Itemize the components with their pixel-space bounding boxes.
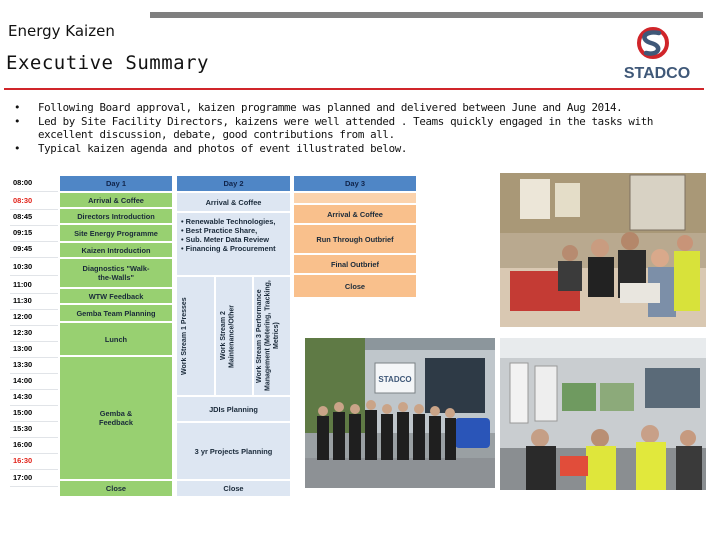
time-slot: 14:00 xyxy=(13,376,33,385)
day3-close: Close xyxy=(294,275,416,297)
time-slot: 13:00 xyxy=(13,344,33,353)
time-divider xyxy=(10,275,58,276)
day1-gemba-team: Gemba Team Planning xyxy=(60,305,172,321)
day3-spacer xyxy=(294,193,416,203)
day1-site-energy: Site Energy Programme xyxy=(60,225,172,241)
time-divider xyxy=(10,325,58,326)
stadco-logo xyxy=(613,24,701,84)
bullet-item: • Typical kaizen agenda and photos of event illustrated below. xyxy=(14,143,694,156)
day1-directors: Directors Introduction xyxy=(60,209,172,223)
time-slot: 08:00 xyxy=(13,178,33,187)
time-divider xyxy=(10,293,58,294)
time-slot: 09:15 xyxy=(13,228,33,237)
day3-arrival: Arrival & Coffee xyxy=(294,205,416,223)
day2-ws1-block xyxy=(177,277,214,395)
photo-presentation-room xyxy=(500,338,706,490)
time-slot: 15:00 xyxy=(13,408,33,417)
day1-lunch: Lunch xyxy=(60,323,172,355)
day2-ws3: Work Stream 3 Performance Management (Metering, Tracking, Metrics) xyxy=(256,280,280,392)
logo-text: STADCO xyxy=(623,65,691,82)
day2-ws1: Work Stream 1 Presses xyxy=(181,297,188,375)
time-divider xyxy=(10,357,58,358)
time-slot: 15:30 xyxy=(13,424,33,433)
day1-gemba: Gemba & Feedback xyxy=(60,357,172,479)
time-slot: 10:30 xyxy=(13,262,33,271)
time-divider xyxy=(10,453,58,454)
top-divider-bar xyxy=(150,12,703,18)
time-divider xyxy=(10,225,58,226)
day2-topic: • Renewable Technologies, xyxy=(181,217,276,226)
day1-diagnostics: Diagnostics "Walk-the-Walls" xyxy=(60,259,172,287)
time-slot: 08:45 xyxy=(13,212,33,221)
time-slot: 14:30 xyxy=(13,392,33,401)
day2-ws2: Work Stream 2 Maintenance/Other xyxy=(220,304,236,368)
time-divider xyxy=(10,486,58,487)
time-slot: 16:30 xyxy=(13,456,33,465)
day3-outbrief: Run Through Outbrief xyxy=(294,225,416,253)
time-divider xyxy=(10,405,58,406)
time-divider xyxy=(10,241,58,242)
time-divider xyxy=(10,341,58,342)
bullet-item: • Led by Site Facility Directors, kaizens were well attended . Teams quickly engaged in the tasks with excellent discussion, debate, good contributions from all. xyxy=(14,116,694,141)
time-divider xyxy=(10,257,58,258)
day1-close: Close xyxy=(60,481,172,496)
time-slot: 08:30 xyxy=(13,196,33,205)
time-divider xyxy=(10,191,58,192)
day-2-header: Day 2 xyxy=(177,176,290,191)
day1-wtw-feedback: WTW Feedback xyxy=(60,289,172,303)
time-divider xyxy=(10,373,58,374)
day3-final: Final Outbrief xyxy=(294,255,416,273)
time-divider xyxy=(10,309,58,310)
building-sign-text: STADCO xyxy=(378,375,412,384)
bullet-list xyxy=(14,102,694,157)
time-divider xyxy=(10,421,58,422)
day2-ws3-block xyxy=(254,277,290,395)
time-divider xyxy=(10,389,58,390)
time-slot: 11:30 xyxy=(13,296,32,305)
time-slot: 17:00 xyxy=(13,473,33,482)
day2-topic: • Financing & Procurement xyxy=(181,244,276,253)
time-slot: 12:30 xyxy=(13,328,33,337)
time-slot: 13:30 xyxy=(13,360,33,369)
page-title: Executive Summary xyxy=(6,52,209,74)
day1-arrival: Arrival & Coffee xyxy=(60,193,172,207)
day2-close: Close xyxy=(177,481,290,496)
photo-group-building xyxy=(305,338,495,488)
day1-kaizen-intro: Kaizen Introduction xyxy=(60,243,172,257)
time-slot: 12:00 xyxy=(13,312,33,321)
photo-team-meeting xyxy=(500,173,706,327)
day2-topics xyxy=(177,213,290,275)
title-underline xyxy=(4,88,704,90)
time-slot: 09:45 xyxy=(13,244,33,253)
day2-jdis: JDIs Planning xyxy=(177,397,290,421)
bullet-item: • Following Board approval, kaizen programme was planned and delivered between June and Aug 2014. xyxy=(14,102,694,115)
day2-topic: • Best Practice Share, xyxy=(181,226,258,235)
day-1-header: Day 1 xyxy=(60,176,172,191)
day2-ws2-block xyxy=(216,277,252,395)
time-divider xyxy=(10,469,58,470)
time-slot: 16:00 xyxy=(13,440,33,449)
time-divider xyxy=(10,209,58,210)
section-label: Energy Kaizen xyxy=(8,22,115,40)
day2-3yr: 3 yr Projects Planning xyxy=(177,423,290,479)
day2-arrival: Arrival & Coffee xyxy=(177,193,290,211)
time-slot: 11:00 xyxy=(13,280,32,289)
day-3-header: Day 3 xyxy=(294,176,416,191)
time-divider xyxy=(10,437,58,438)
day2-topic: • Sub. Meter Data Review xyxy=(181,235,270,244)
